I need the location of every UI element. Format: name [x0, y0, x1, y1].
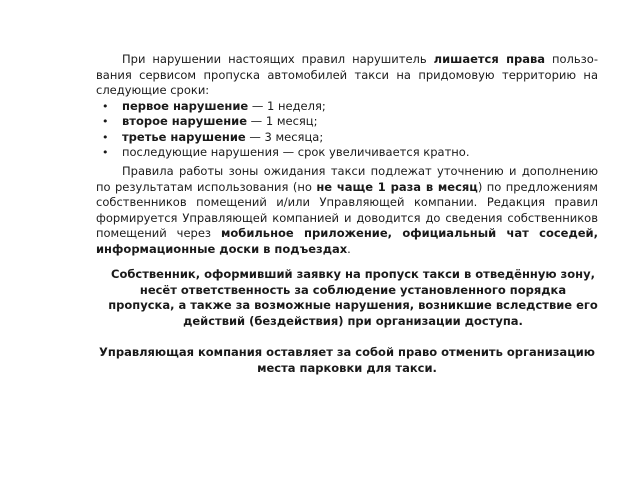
- list-item: [96, 114, 598, 130]
- violation-term: последующие нарушения — срок увеличивается кратно.: [122, 145, 470, 159]
- rules-update-text-end: .: [347, 241, 351, 256]
- violation-term: — 3 месяца;: [245, 129, 324, 144]
- bullet-icon: •: [102, 146, 109, 159]
- bullet-icon: •: [102, 115, 109, 128]
- list-item: [96, 99, 598, 115]
- update-frequency: не чаще 1 раза в месяц: [316, 179, 478, 194]
- violation-name: первое нарушение: [122, 98, 249, 113]
- penalty-intro-text-end: пользо-вания сервисом пропуска автомобилей такси на придомовую территорию на следующие сроки:: [96, 52, 598, 97]
- violation-name: второе нарушение: [122, 114, 248, 128]
- owner-responsibility: Собственник, оформивший заявку на пропуск такси в отведённую зону, несёт ответственность за соблюдение установленного порядка пропуска, а также за возможные нарушения, возникшие вследствие его действий (бездействия) при организации доступа.: [108, 267, 598, 328]
- management-right-notice: Управляющая компания оставляет за собой право отменить организацию места парковки для такси.: [99, 345, 595, 375]
- bullet-icon: •: [102, 99, 109, 113]
- list-item: [96, 130, 598, 146]
- rules-update-section: [96, 164, 598, 257]
- penalty-intro: [96, 52, 598, 99]
- rules-update-text-mid: ) по предложениям собственников помещений и/или Управляющей компании. Редакция правил формируется Управляющей компанией и доводится до сведения собственников помещений через: [96, 179, 598, 240]
- notification-channels: мобильное приложение, официальный чат соседей, информационные доски в подъездах: [96, 226, 598, 256]
- violation-list: [96, 99, 598, 161]
- violation-term: — 1 месяц;: [247, 114, 318, 128]
- violation-name: третье нарушение: [122, 129, 246, 144]
- penalty-intro-text: При нарушении настоящих правил нарушитель: [122, 52, 434, 66]
- penalty-intro-bold: лишается права: [433, 52, 546, 66]
- penalty-section: [96, 52, 598, 161]
- violation-term: — 1 неделя;: [248, 98, 326, 113]
- rules-update-paragraph: [96, 164, 598, 257]
- bullet-icon: •: [102, 130, 109, 144]
- rules-update-text: Правила работы зоны ожидания такси подлежат уточнению и дополнению по результатам использования (но: [96, 164, 598, 194]
- list-item: [96, 145, 598, 161]
